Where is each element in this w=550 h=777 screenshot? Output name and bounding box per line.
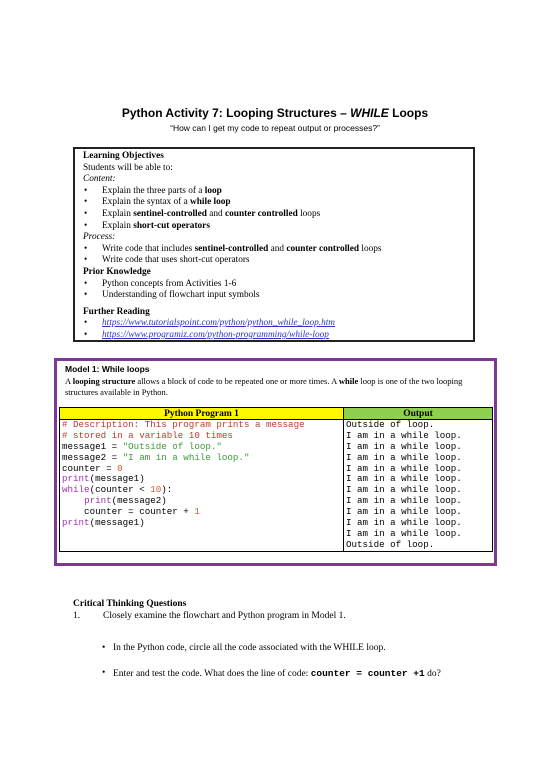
output-line: I am in a while loop. (346, 495, 462, 507)
objectives-intro: Students will be able to: (83, 162, 173, 173)
output-line: I am in a while loop. (346, 429, 462, 441)
model-title: Model 1: While loops (65, 364, 150, 374)
content-item: • Explain the syntax of a while loop (83, 197, 473, 209)
output-cell (344, 420, 493, 552)
output-line: I am in a while loop. (346, 451, 462, 463)
question-1: 1. Closely examine the flowchart and Python program in Model 1. (73, 611, 346, 621)
objectives-heading: Learning Objectives (83, 151, 164, 161)
code-line: message2 = "I am in a while loop." (62, 451, 250, 463)
prior-knowledge-heading: Prior Knowledge (83, 266, 151, 277)
content-item: • Explain short-cut operators (83, 221, 473, 233)
prior-item: • Python concepts from Activities 1-6 (83, 279, 473, 291)
output-line: I am in a while loop. (346, 473, 462, 485)
reading-link-item (83, 318, 473, 330)
page-subtitle: “How can I get my code to repeat output or processes?” (170, 123, 380, 133)
output-header: Output (344, 408, 493, 420)
output-line: I am in a while loop. (346, 517, 462, 529)
page-title: Python Activity 7: Looping Structures – WHILE Loops (121, 106, 429, 120)
further-reading-heading: Further Reading (83, 306, 150, 317)
question-1-bullet: • Enter and test the code. What does the line of code: counter = counter +1 do? (102, 668, 441, 679)
output-line: I am in a while loop. (346, 527, 462, 539)
code-line: message1 = "Outside of loop." (62, 440, 222, 452)
code-line: counter = 0 (62, 462, 123, 474)
reading-link[interactable]: https://www.programiz.com/python-programming/while-loop (102, 329, 329, 340)
code-cell (60, 420, 344, 552)
content-item: • Explain the three parts of a loop (83, 186, 473, 198)
output-line: Outside of loop. (346, 538, 435, 550)
output-line: I am in a while loop. (346, 506, 462, 518)
code-line: # stored in a variable 10 times (62, 429, 233, 441)
code-line: print(message1) (62, 473, 145, 485)
output-line: I am in a while loop. (346, 484, 462, 496)
learning-objectives-box (73, 147, 475, 342)
process-label: Process: (83, 232, 116, 243)
code-line: counter = counter + 1 (62, 506, 200, 518)
reading-link-item (83, 330, 473, 342)
questions-heading: Critical Thinking Questions (73, 599, 187, 609)
reading-link[interactable]: https://www.tutorialspoint.com/python/python_while_loop.htm (102, 318, 336, 329)
output-line: I am in a while loop. (346, 440, 462, 452)
code-line: while(counter < 10): (62, 484, 173, 496)
process-item: • Write code that uses short-cut operators (83, 255, 473, 267)
output-line: I am in a while loop. (346, 462, 462, 474)
output-line: Outside of loop. (346, 419, 435, 430)
prior-item: • Understanding of flowchart input symbols (83, 290, 473, 302)
content-label: Content: (83, 174, 116, 185)
program-header: Python Program 1 (60, 408, 344, 420)
question-1-bullet: • In the Python code, circle all the code associated with the WHILE loop. (102, 643, 386, 653)
code-line: print(message2) (84, 495, 167, 507)
model-description: A looping structure allows a block of code to be repeated one or more times. A while loop is one of the two looping structures available in Python. (65, 376, 463, 397)
content-item: • Explain sentinel-controlled and counter controlled loops (83, 209, 473, 221)
process-item: • Write code that includes sentinel-controlled and counter controlled loops (83, 244, 473, 256)
program-table (59, 407, 493, 552)
code-line: # Description: This program prints a message (62, 419, 305, 430)
model-1-box (54, 358, 497, 566)
code-line: print(message1) (62, 517, 145, 529)
